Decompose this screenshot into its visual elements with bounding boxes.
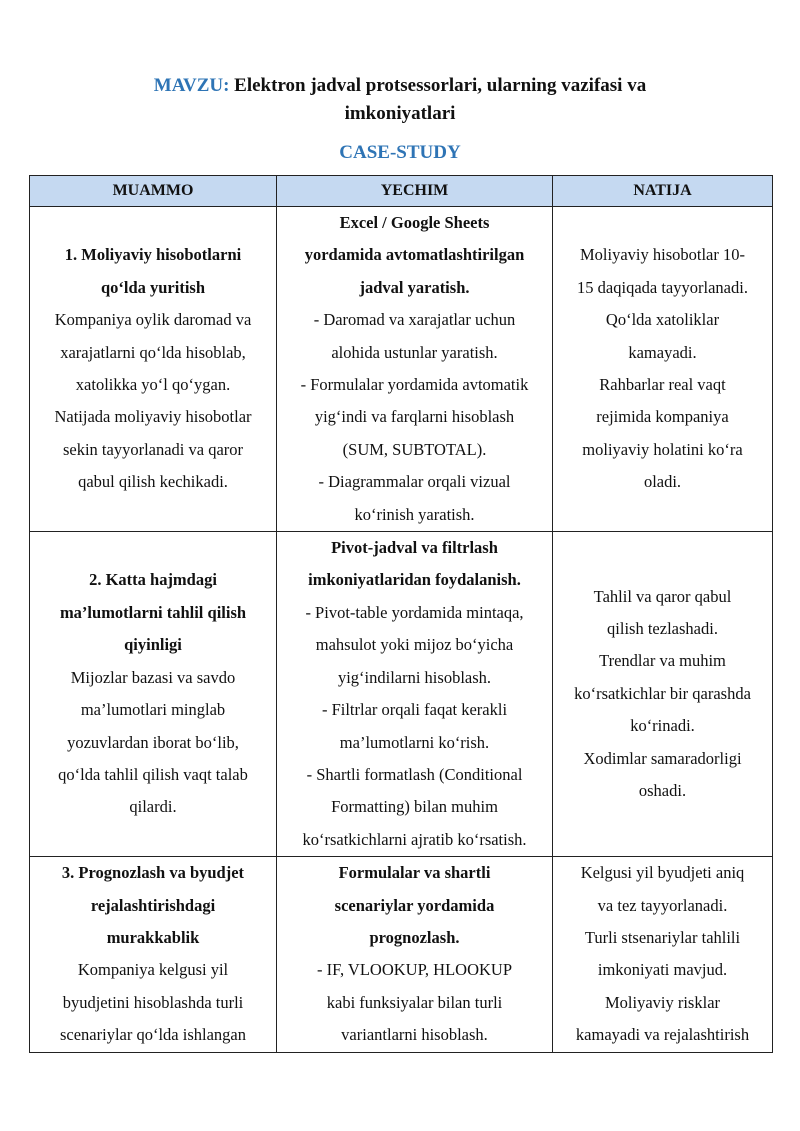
problem-text-line: scenariylar qo‘lda ishlangan <box>59 1025 246 1045</box>
topic-title-line1: Elektron jadval protsessorlari, ularning vazifasi va <box>234 75 647 96</box>
solution-text-line: - Diagrammalar orqali vizual <box>318 472 511 492</box>
solution-text-line: ko‘rinish yaratish. <box>354 504 475 524</box>
result-text-line: Qo‘lda xatoliklar <box>605 310 720 330</box>
solution-text-line: mahsulot yoki mijoz bo‘yicha <box>315 635 514 655</box>
problem-text-line: qabul qilish kechikadi. <box>78 472 228 492</box>
result-text-line: Kelgusi yil byudjeti aniq <box>580 863 745 883</box>
result-text-line: Moliyaviy risklar <box>604 992 721 1012</box>
problem-cell <box>30 857 277 1052</box>
result-text-line: ko‘rsatkichlar bir qarashda <box>574 683 751 703</box>
result-text-line: oladi. <box>643 472 682 492</box>
solution-cell <box>277 532 553 857</box>
solution-text-line: - Pivot-table yordamida mintaqa, <box>305 602 524 622</box>
topic-label: MAVZU: <box>153 75 230 96</box>
document-title <box>0 72 800 128</box>
solution-title-line: Pivot-jadval va filtrlash <box>331 538 498 558</box>
problem-cell <box>30 207 277 532</box>
problem-text-line: Natijada moliyaviy hisobotlar <box>54 407 252 427</box>
problem-title-line: 1. Moliyaviy hisobotlarni <box>64 245 242 265</box>
result-text-line: oshadi. <box>638 781 687 801</box>
table-header-row <box>30 176 773 207</box>
result-text-line: Xodimlar samaradorligi <box>583 748 742 768</box>
solution-text-line: - Filtrlar orqali faqat kerakli <box>321 700 508 720</box>
table-row <box>30 532 773 857</box>
result-text-line: imkoniyati mavjud. <box>597 960 728 980</box>
column-header-solution: YECHIM <box>277 176 553 207</box>
solution-text-line: kabi funksiyalar bilan turli <box>326 992 503 1012</box>
solution-text-line: ko‘rsatkichlarni ajratib ko‘rsatish. <box>302 829 527 849</box>
solution-text-line: variantlarni hisoblash. <box>341 1025 488 1045</box>
problem-text-line: qo‘lda tahlil qilish vaqt talab <box>58 764 248 784</box>
result-text-line: ko‘rinadi. <box>630 716 695 736</box>
problem-text-line: yozuvlardan iborat bo‘lib, <box>67 732 239 752</box>
solution-text-line: - Shartli formatlash (Conditional <box>306 764 523 784</box>
result-cell <box>553 532 773 857</box>
table-row <box>30 207 773 532</box>
problem-text-line: sekin tayyorlanadi va qaror <box>62 439 244 459</box>
result-text-line: kamayadi. <box>628 342 697 362</box>
table-row <box>30 857 773 1052</box>
solution-cell <box>277 857 553 1052</box>
case-study-table <box>29 175 773 1053</box>
result-text-line: Moliyaviy hisobotlar 10- <box>580 245 745 265</box>
solution-title-line: imkoniyatlaridan foydalanish. <box>308 570 521 590</box>
result-text-line: moliyaviy holatini ko‘ra <box>582 439 743 459</box>
result-text-line: kamayadi va rejalashtirish <box>575 1025 750 1045</box>
solution-title-line: Formulalar va shartli <box>338 863 491 883</box>
result-text-line: Rahbarlar real vaqt <box>599 375 726 395</box>
solution-cell <box>277 207 553 532</box>
problem-title-line: qiyinligi <box>124 635 182 655</box>
solution-title-line: Excel / Google Sheets <box>339 213 490 232</box>
result-text-line: Turli stsenariylar tahlili <box>584 927 741 947</box>
problem-text-line: Kompaniya kelgusi yil <box>77 960 229 980</box>
result-cell <box>553 207 773 532</box>
problem-title-line: 3. Prognozlash va byudjet <box>61 863 245 883</box>
solution-text-line: ma’lumotlarni ko‘rish. <box>339 732 490 752</box>
solution-text-line: (SUM, SUBTOTAL). <box>342 439 487 459</box>
problem-text-line: qilardi. <box>129 797 177 817</box>
problem-title-line: rejalashtirishdagi <box>90 895 216 915</box>
solution-text-line: yig‘indi va farqlarni hisoblash <box>314 407 515 427</box>
topic-title-line2: imkoniyatlari <box>344 103 456 124</box>
case-study-subtitle: CASE-STUDY <box>339 142 461 163</box>
solution-title-line: prognozlash. <box>369 927 460 947</box>
solution-text-line: yig‘indilarni hisoblash. <box>337 667 492 687</box>
solution-text-line: - Formulalar yordamida avtomatik <box>300 375 529 395</box>
problem-title-line: qo‘lda yuritish <box>100 277 206 297</box>
result-text-line: Trendlar va muhim <box>599 651 726 671</box>
problem-text-line: Mijozlar bazasi va savdo <box>70 667 236 687</box>
problem-cell <box>30 532 277 857</box>
problem-text-line: xarajatlarni qo‘lda hisoblab, <box>60 342 246 362</box>
problem-title-line: ma’lumotlarni tahlil qilish <box>59 602 247 622</box>
result-cell <box>553 857 773 1052</box>
solution-title-line: yordamida avtomatlashtirilgan <box>304 245 525 265</box>
problem-text-line: xatolikka yo‘l qo‘ygan. <box>75 375 231 395</box>
solution-title-line: jadval yaratish. <box>359 277 470 297</box>
result-text-line: va tez tayyorlanadi. <box>597 895 728 915</box>
result-text-line: 15 daqiqada tayyorlanadi. <box>577 277 748 297</box>
result-text-line: Tahlil va qaror qabul <box>593 586 732 606</box>
solution-text-line: - IF, VLOOKUP, HLOOKUP <box>316 960 512 980</box>
solution-title-line: scenariylar yordamida <box>334 895 495 915</box>
result-text-line: qilish tezlashadi. <box>607 619 718 639</box>
problem-text-line: byudjetini hisoblashda turli <box>62 992 244 1012</box>
problem-text-line: Kompaniya oylik daromad va <box>54 310 252 330</box>
problem-text-line: ma’lumotlari minglab <box>80 700 226 720</box>
problem-title-line: 2. Katta hajmdagi <box>89 570 217 590</box>
column-header-result: NATIJA <box>553 176 773 207</box>
problem-title-line: murakkablik <box>106 927 200 947</box>
solution-text-line: Formatting) bilan muhim <box>331 797 498 817</box>
column-header-problem: MUAMMO <box>30 176 277 207</box>
solution-text-line: - Daromad va xarajatlar uchun <box>313 310 516 330</box>
solution-text-line: alohida ustunlar yaratish. <box>331 342 498 362</box>
result-text-line: rejimida kompaniya <box>596 407 729 427</box>
